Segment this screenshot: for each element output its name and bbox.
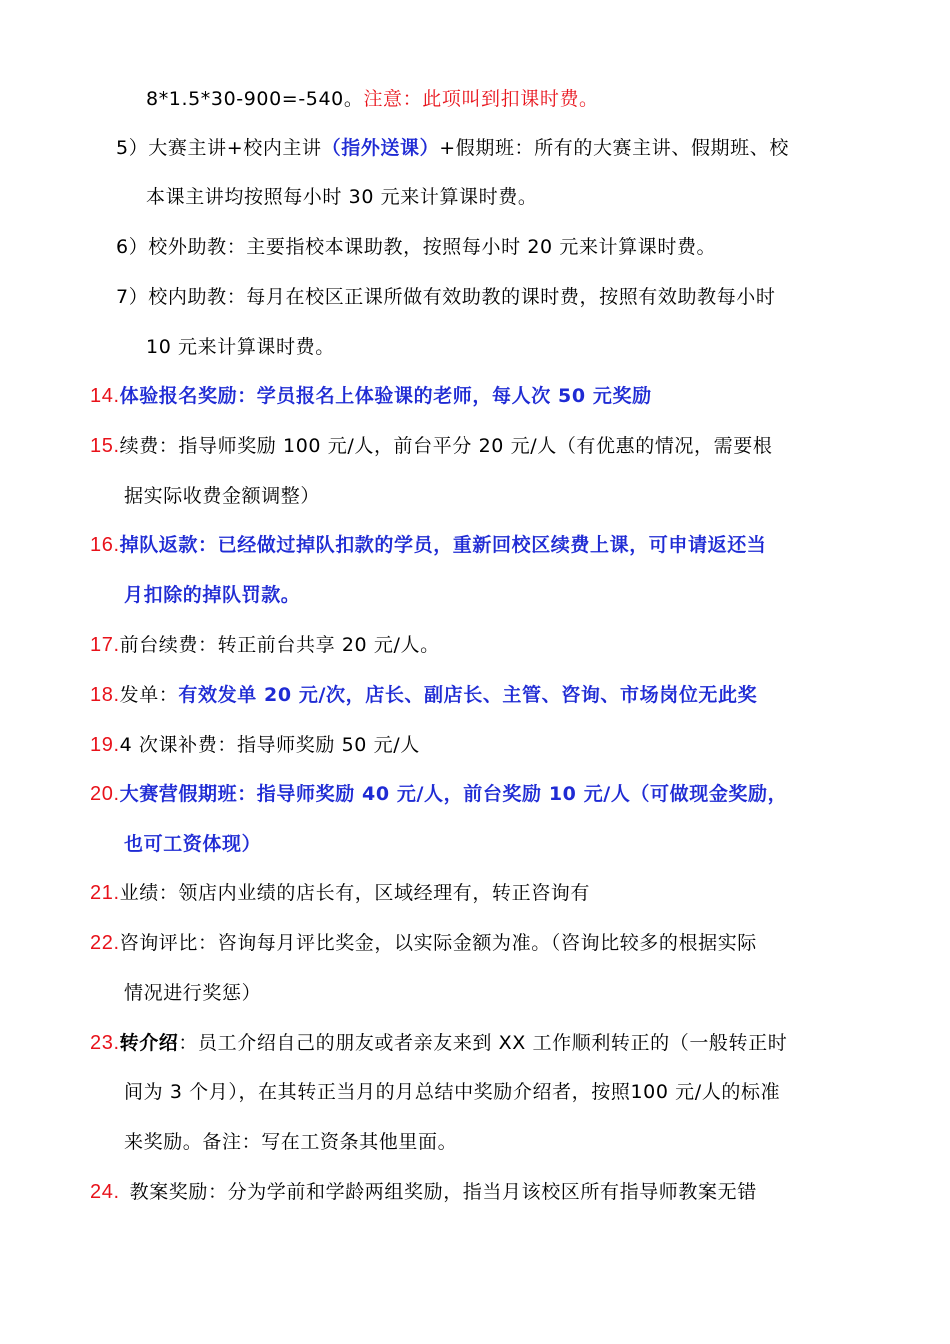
list-item-22-line-2: 情况进行奖惩） <box>124 982 262 1004</box>
list-item-7-line-2: 10 元来计算课时费。 <box>146 336 335 358</box>
list-item-23 <box>90 1031 787 1055</box>
note-text: 注意：此项叫到扣课时费。 <box>363 88 599 110</box>
item-text: 4 次课补费：指导师奖励 50 元/人 <box>119 734 420 756</box>
item-number: 16. <box>90 534 120 556</box>
item-number: 18. <box>90 684 120 706</box>
item-number: 7） <box>116 286 149 308</box>
item-text: 大赛主讲+校内主讲 <box>148 137 322 159</box>
list-item-17 <box>90 633 440 657</box>
item-number: 6） <box>116 236 149 258</box>
list-item-5-line-2: 本课主讲均按照每小时 30 元来计算课时费。 <box>146 186 538 208</box>
item-label: 发单： <box>119 684 179 706</box>
list-item-14 <box>90 384 652 408</box>
item-number: 23. <box>90 1032 120 1054</box>
list-item-16-line-2: 月扣除的掉队罚款。 <box>124 584 301 606</box>
item-text: 大赛营假期班：指导师奖励 40 元/人，前台奖励 10 元/人（可做现金奖励， <box>119 783 788 805</box>
item-text: 校外助教：主要指校本课助教，按照每小时 20 元来计算课时费。 <box>148 236 717 258</box>
list-item-16 <box>90 533 766 557</box>
item-text: ：员工介绍自己的朋友或者亲友来到 XX 工作顺利转正的（一般转正时 <box>178 1032 788 1054</box>
list-item-19 <box>90 733 420 757</box>
item-text: 续费：指导师奖励 100 元/人，前台平分 20 元/人（有优惠的情况，需要根 <box>119 435 773 457</box>
item-text: 校内助教：每月在校区正课所做有效助教的课时费，按照有效助教每小时 <box>148 286 776 308</box>
item-number: 14. <box>90 385 120 407</box>
item-text: 掉队返款：已经做过掉队扣款的学员，重新回校区续费上课，可申请返还当 <box>119 534 767 556</box>
list-item-20 <box>90 782 787 806</box>
highlight-text: （指外送课） <box>321 137 440 159</box>
item-text: 体验报名奖励：学员报名上体验课的老师，每人次 50 元奖励 <box>119 385 652 407</box>
item-text: 咨询评比：咨询每月评比奖金，以实际金额为准。（咨询比较多的根据实际 <box>119 932 757 954</box>
item-number: 17. <box>90 634 120 656</box>
list-item-15 <box>90 434 772 458</box>
list-item-15-line-2: 据实际收费金额调整） <box>124 485 321 507</box>
list-item-6 <box>116 235 716 259</box>
item-label: 转介绍 <box>119 1032 179 1054</box>
item-text: 教案奖励：分为学前和学龄两组奖励，指当月该校区所有指导师教案无错 <box>129 1181 757 1203</box>
item-number: 20. <box>90 783 120 805</box>
list-item-21 <box>90 881 590 905</box>
item-text: 有效发单 20 元/次，店长、副店长、主管、咨询、市场岗位无此奖 <box>178 684 758 706</box>
item-text: 业绩：领店内业绩的店长有，区域经理有，转正咨询有 <box>119 882 591 904</box>
item-number: 19. <box>90 734 120 756</box>
item-number: 21. <box>90 882 120 904</box>
item-number: 5） <box>116 137 149 159</box>
list-item-20-line-2: 也可工资体现） <box>124 833 262 855</box>
item-number: 15. <box>90 435 120 457</box>
formula-text: 8*1.5*30-900=-540。 <box>146 88 364 110</box>
item-text: 前台续费：转正前台共享 20 元/人。 <box>119 634 440 656</box>
item-number: 22. <box>90 932 120 954</box>
list-item-22 <box>90 931 757 955</box>
list-item-7 <box>116 285 776 309</box>
list-item-24 <box>90 1180 757 1204</box>
list-item-18 <box>90 683 757 707</box>
item-text: +假期班：所有的大赛主讲、假期班、校 <box>439 137 789 159</box>
list-item-23-line-2: 间为 3 个月），在其转正当月的月总结中奖励介绍者，按照100 元/人的标准 <box>124 1081 781 1103</box>
item-number: 24. <box>90 1181 120 1203</box>
list-item-5 <box>116 136 789 160</box>
list-item-23-line-3: 来奖励。备注：写在工资条其他里面。 <box>124 1131 458 1153</box>
item-4-continuation <box>146 87 599 111</box>
